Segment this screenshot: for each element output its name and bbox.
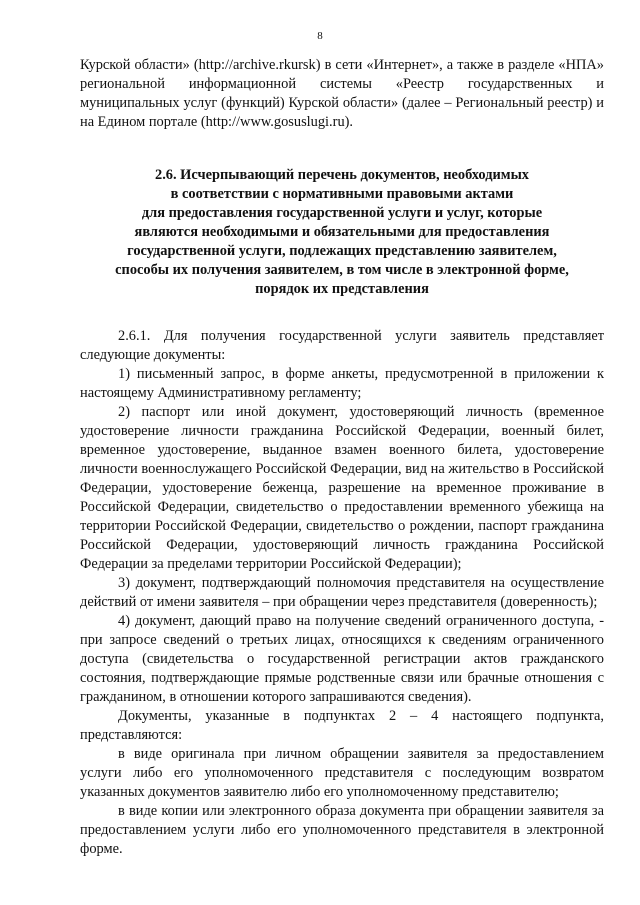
list-item: 2) паспорт или иной документ, удостоверяющий личность (временное удостоверение личности гражданина Российской Федерации, военный билет, временное удостоверение, выданное взамен военного билета, удостоверение личности военнослужащего Российской Федерации, вид на жительство в Российской Федерации, удостоверение беженца, разрешение на временное проживание в Российской Федерации, свидетельство о предоставлении временного убежища на территории Российской Федерации, свидетельство о рождении, паспорт гражданина Российской Федерации, удостоверяющий личность гражданина Российской Федерации за пределами территории Российской Федерации); <box>80 404 604 572</box>
heading-line: для предоставления государственной услуги и услуг, которые <box>141 205 543 221</box>
document-body <box>80 56 604 859</box>
page-number: 8 <box>317 30 323 42</box>
body-paragraph: в виде копии или электронного образа документа при обращении заявителя за предоставлением услуги либо его уполномоченного представителя в электронной форме. <box>80 803 604 857</box>
list-item: 3) документ, подтверждающий полномочия представителя на осуществление действий от имени заявителя – при обращении через представителя (доверенность); <box>80 575 604 610</box>
body-paragraph: в виде оригинала при личном обращении заявителя за предоставлением услуги либо его уполномоченного представителя с последующим возвратом указанных документов заявителю либо его уполномоченному представителю; <box>80 746 604 800</box>
heading-line: в соответствии с нормативными правовыми актами <box>170 186 514 202</box>
list-item: 4) документ, дающий право на получение сведений ограниченного доступа, - при запросе сведений о третьих лицах, относящихся к сведениям ограниченного доступа (свидетельства о государственной регистрации актов гражданского состояния, подтверждающие прямые родственные связи или брачные отношения с гражданином, в отношении которого запрашиваются сведения). <box>80 613 604 705</box>
heading-line: государственной услуги, подлежащих представлению заявителем, <box>127 243 557 259</box>
body-paragraph: Документы, указанные в подпунктах 2 – 4 настоящего подпункта, представляются: <box>80 708 604 743</box>
section-heading <box>80 166 604 299</box>
intro-paragraph: Курской области» (http://archive.rkursk) в сети «Интернет», а также в разделе «НПА» региональной информационной системы «Реестр государственных и муниципальных услуг (функций) Курской области» (далее – Региональный реестр) и на Едином портале (http://www.gosuslugi.ru). <box>80 57 604 130</box>
list-item: 1) письменный запрос, в форме анкеты, предусмотренной в приложении к настоящему Административному регламенту; <box>80 366 604 401</box>
heading-line: являются необходимыми и обязательными для предоставления <box>134 224 550 240</box>
heading-line: порядок их представления <box>255 281 429 297</box>
heading-line: способы их получения заявителем, в том числе в электронной форме, <box>115 262 569 278</box>
heading-line: 2.6. Исчерпывающий перечень документов, необходимых <box>155 167 529 183</box>
body-paragraph: 2.6.1. Для получения государственной услуги заявитель представляет следующие документы: <box>80 328 604 363</box>
